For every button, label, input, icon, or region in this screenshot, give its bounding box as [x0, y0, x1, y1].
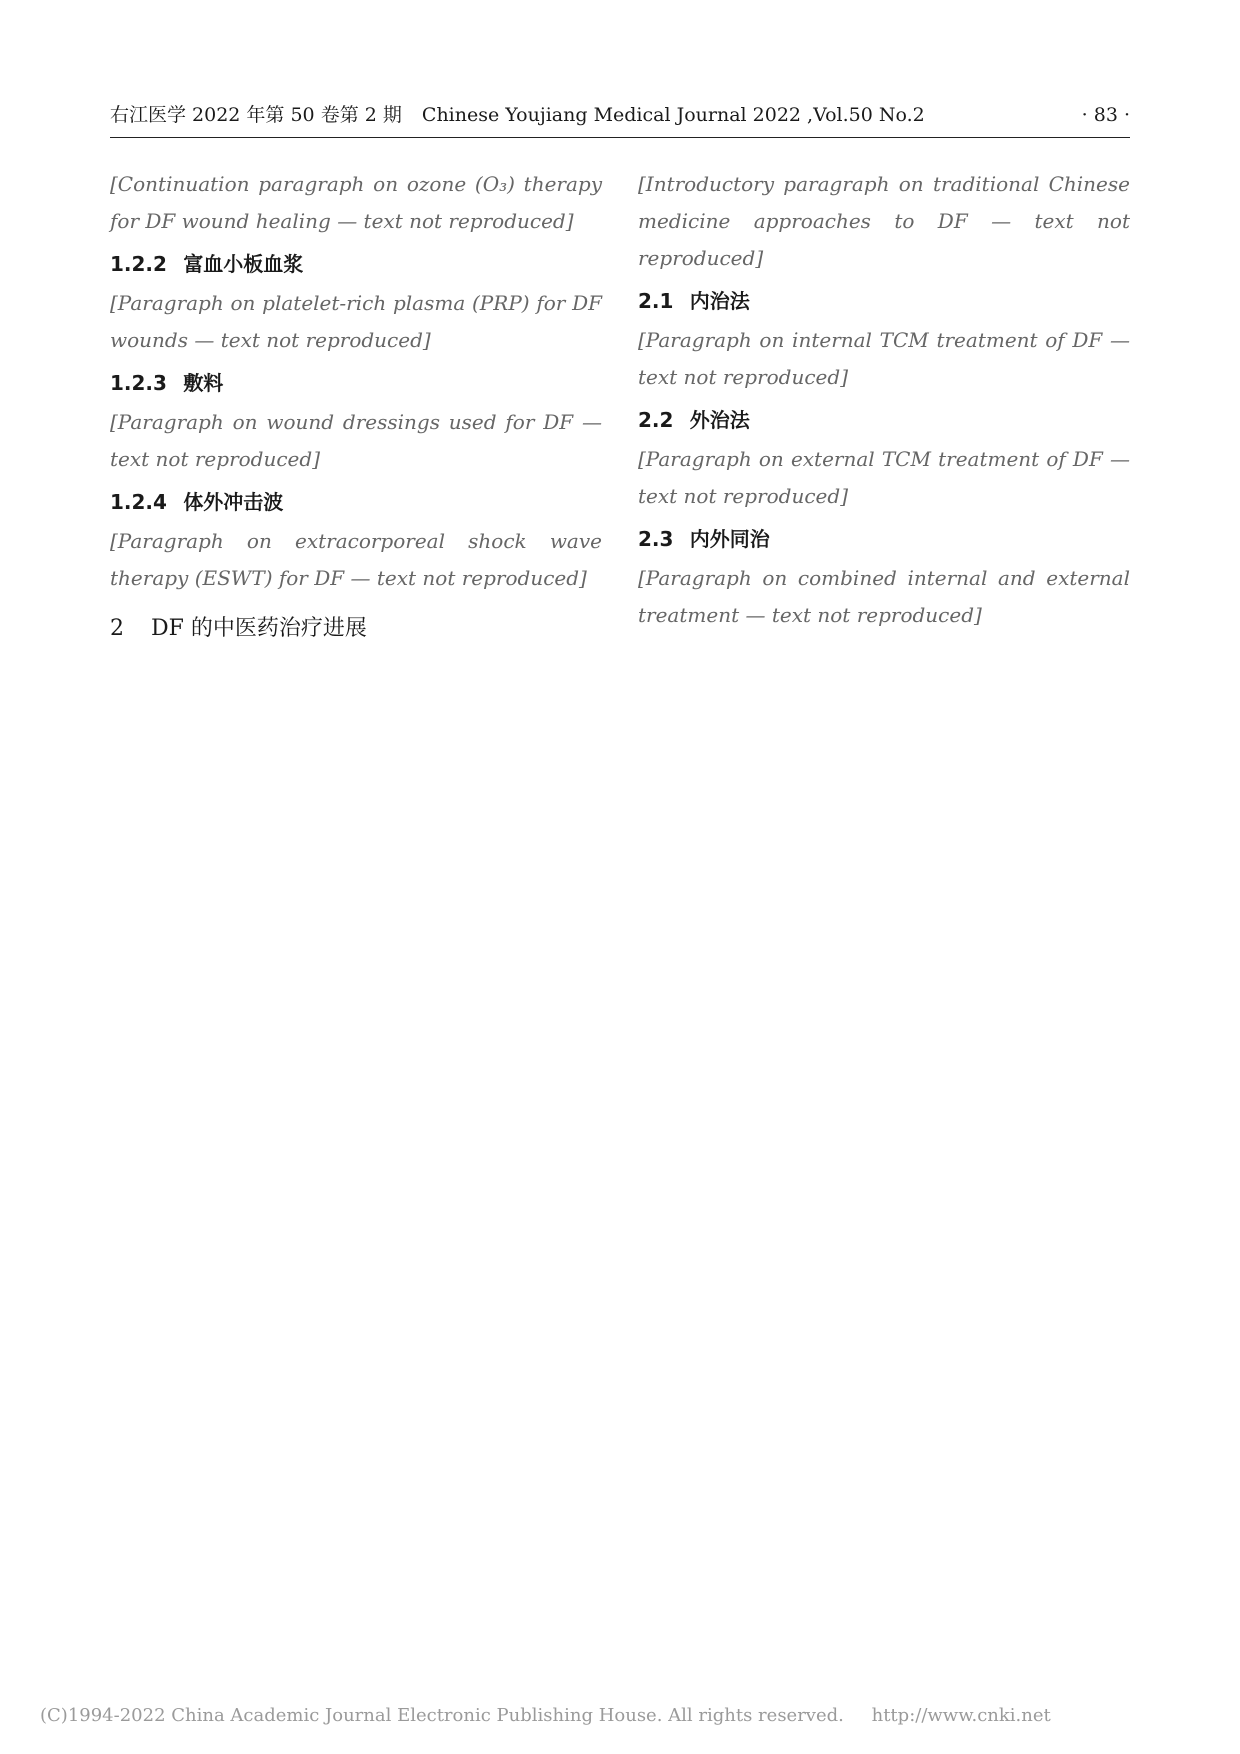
subsection-2-1-heading	[638, 283, 1130, 320]
subsection-title: 富血小板血浆	[183, 252, 304, 276]
subsection-2-2-heading	[638, 402, 1130, 439]
subsection-number: 1.2.2	[110, 252, 167, 276]
subsection-title: 内外同治	[689, 527, 770, 551]
paragraph-external-treatment: [Paragraph on external TCM treatment of DF — text not reproduced]	[638, 447, 1130, 508]
journal-page	[110, 100, 1130, 1660]
subsection-title: 敷料	[183, 371, 224, 395]
two-column-body	[110, 166, 1130, 653]
subsection-number: 1.2.4	[110, 490, 167, 514]
subsection-number: 2.3	[638, 527, 674, 551]
journal-title-cn: 右江医学 2022 年第 50 卷第 2 期	[110, 104, 402, 126]
right-column	[638, 166, 1130, 653]
publisher-url[interactable]: http://www.cnki.net	[871, 1705, 1051, 1726]
paragraph-ozone: [Continuation paragraph on ozone (O₃) therapy for DF wound healing — text not reproduced]	[110, 172, 602, 233]
subsection-number: 1.2.3	[110, 371, 167, 395]
subsection-title: 体外冲击波	[183, 490, 284, 514]
paragraph-eswt: [Paragraph on extracorporeal shock wave therapy (ESWT) for DF — text not reproduced]	[110, 529, 602, 590]
subsection-1-2-2-heading	[110, 246, 602, 283]
page-footer	[40, 1705, 1200, 1726]
copyright-notice: (C)1994-2022 China Academic Journal Electronic Publishing House. All rights reserved.	[40, 1705, 844, 1726]
subsection-number: 2.2	[638, 408, 674, 432]
paragraph-prp: [Paragraph on platelet-rich plasma (PRP) for DF wounds — text not reproduced]	[110, 291, 602, 352]
section-number: 2	[110, 616, 124, 641]
paragraph-combined-treatment: [Paragraph on combined internal and external treatment — text not reproduced]	[638, 566, 1130, 627]
subsection-number: 2.1	[638, 289, 674, 313]
subsection-1-2-3-heading	[110, 365, 602, 402]
paragraph-tcm-intro: [Introductory paragraph on traditional Chinese medicine approaches to DF — text not reproduced]	[638, 172, 1130, 270]
left-column	[110, 166, 602, 653]
section-2-heading	[110, 609, 602, 649]
paragraph-internal-treatment: [Paragraph on internal TCM treatment of DF — text not reproduced]	[638, 328, 1130, 389]
running-header	[110, 100, 1130, 138]
paragraph-dressing: [Paragraph on wound dressings used for DF — text not reproduced]	[110, 410, 602, 471]
page-number: · 83 ·	[1081, 104, 1130, 126]
subsection-1-2-4-heading	[110, 484, 602, 521]
subsection-title: 内治法	[689, 289, 750, 313]
journal-title	[110, 100, 925, 127]
subsection-title: 外治法	[689, 408, 750, 432]
section-title: DF 的中医药治疗进展	[151, 616, 367, 641]
journal-title-en: Chinese Youjiang Medical Journal 2022 ,Vol.50 No.2	[421, 104, 925, 126]
subsection-2-3-heading	[638, 521, 1130, 558]
